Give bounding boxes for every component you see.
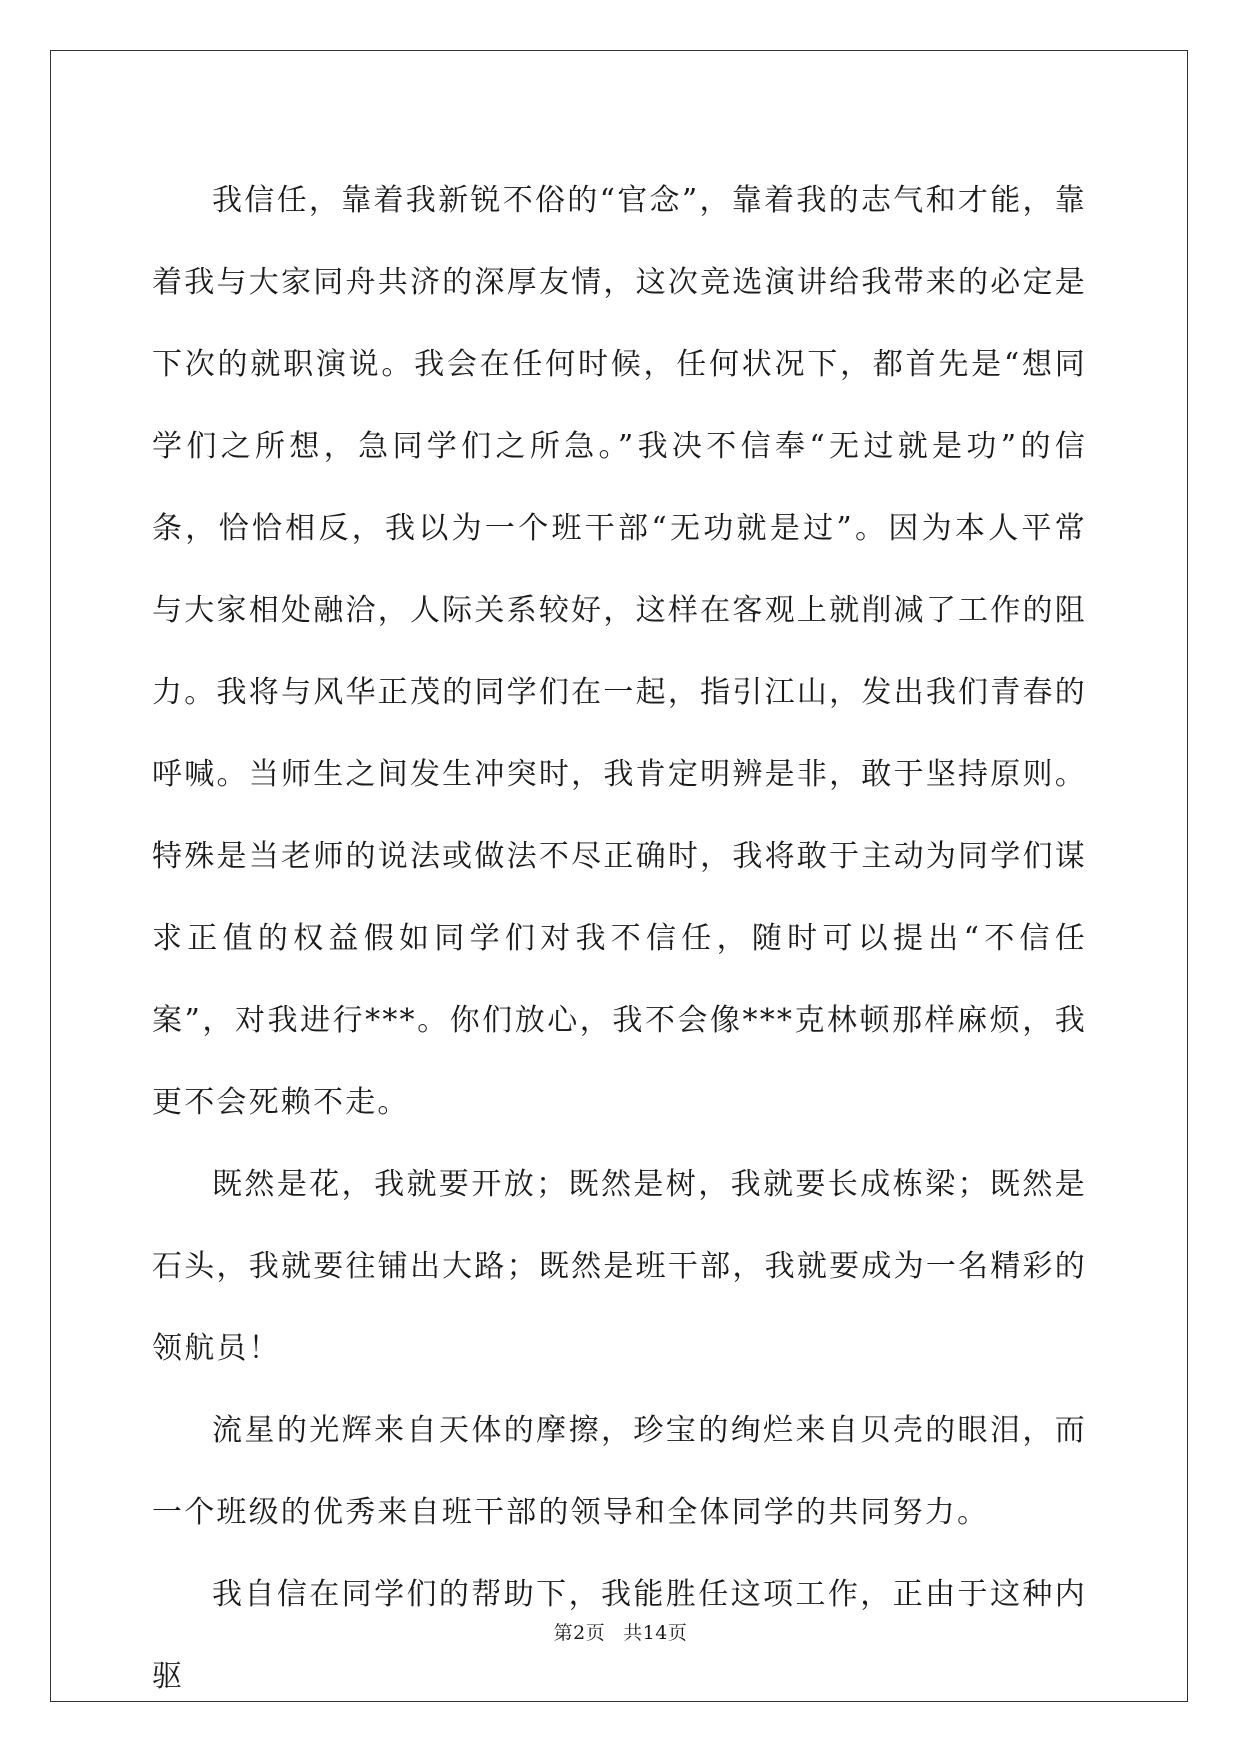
page-number: 第2页 (553, 1622, 606, 1644)
paragraph-3: 流星的光辉来自天体的摩擦，珍宝的绚烂来自贝壳的眼泪，而一个班级的优秀来自班干部的领导和全体同学的共同努力。 (152, 1413, 1087, 1530)
paragraph-2: 既然是花，我就要开放；既然是树，我就要长成栋梁；既然是石头，我就要往铺出大路；既然是班干部，我就要成为一名精彩的领航员！ (152, 1167, 1087, 1366)
document-body (152, 160, 1087, 1718)
total-pages: 共14页 (623, 1622, 688, 1644)
paragraph-4: 我自信在同学们的帮助下，我能胜任这项工作，正由于这种内驱 (152, 1577, 1087, 1694)
page-footer (0, 1618, 1241, 1645)
paragraph-1: 我信任，靠着我新锐不俗的“官念”，靠着我的志气和才能，靠着我与大家同舟共济的深厚友情，这次竞选演讲给我带来的必定是下次的就职演说。我会在任何时候，任何状况下，都首先是“想同学们之所想，急同学们之所急。”我决不信奉“无过就是功”的信条，恰恰相反，我以为一个班干部“无功就是过”。因为本人平常与大家相处融洽，人际关系较好，这样在客观上就削减了工作的阻力。我将与风华正茂的同学们在一起，指引江山，发出我们青春的呼喊。当师生之间发生冲突时，我肯定明辨是非，敢于坚持原则。特殊是当老师的说法或做法不尽正确时，我将敢于主动为同学们谋求正值的权益假如同学们对我不信任，随时可以提出“不信任案”，对我进行***。你们放心，我不会像***克林顿那样麻烦，我更不会死赖不走。 (152, 183, 1087, 1120)
